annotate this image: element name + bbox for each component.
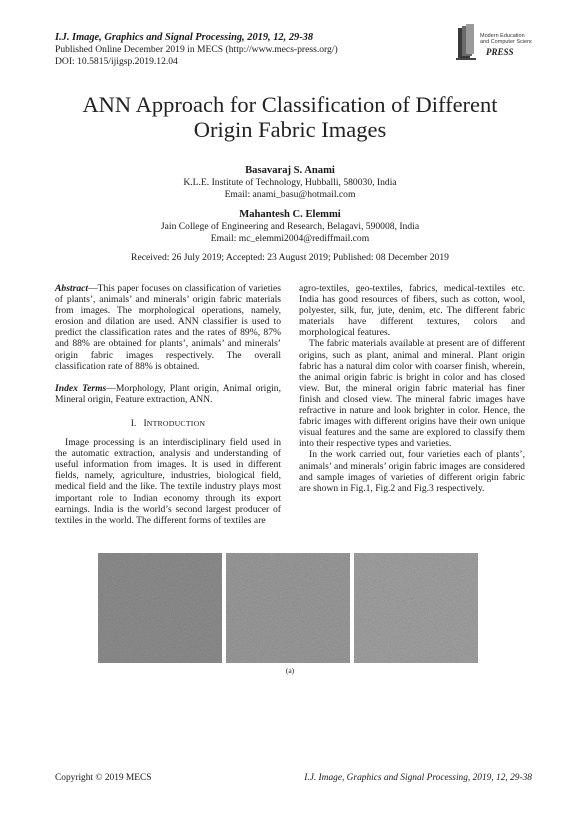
fabric-image-3 [354, 553, 478, 663]
section-heading [55, 418, 281, 429]
logo-line1: Modern Education [480, 33, 525, 39]
title-line-1: ANN Approach for Classification of Different [82, 92, 498, 117]
body-line: different origins, such as plant, animal and mineral. Plant [299, 338, 525, 361]
body-line: morphological features. [299, 327, 391, 339]
logo-line2: and Computer Science [480, 39, 532, 45]
abstract-line: namely, erosion and dilation are used. ANN classifier is [55, 305, 282, 328]
intro-line: medical field and the like. The textile industry plays most [55, 481, 281, 493]
fabric-figure [98, 553, 482, 665]
footer-copyright: Copyright © 2019 MECS [55, 773, 152, 783]
body-line: varieties. [416, 438, 452, 450]
body-line: respectively. [436, 482, 485, 494]
fabric-image-2 [226, 553, 350, 663]
author-name: Basavaraj S. Anami [245, 165, 335, 176]
intro-paragraph [55, 437, 281, 526]
intro-line: Image processing is an interdisciplinary field used in [65, 437, 281, 449]
body-line: In the work carried out, four varieties each of plants’, [309, 449, 525, 461]
body-line: has closed view. But, the mineral origin fabric material [299, 371, 525, 394]
body-line: The fabric materials available at present are of [309, 338, 490, 350]
author-email: Email: anami_basu@hotmail.com [224, 188, 356, 200]
index-terms-line: —Morphology, Plant origin, Animal origin, [106, 382, 281, 394]
body-line: considered and sample images of varieties of different [299, 460, 525, 483]
abstract-line: minerals’ origin fabric images respectively. The overall [55, 338, 281, 361]
author-affiliation: K.L.E. Institute of Technology, Hubballi, 580030, India [183, 177, 397, 188]
right-column [299, 283, 525, 494]
body-paragraph [299, 449, 525, 493]
intro-line: earnings. India is the world’s second largest producer of [55, 503, 281, 515]
index-terms [55, 383, 281, 405]
abstract-line: materials from images. The morphological operations, [55, 294, 281, 317]
intro-line: important role to Indian economy through its export [55, 492, 281, 504]
body-line: wherein, the animal origin fabric is bright in color and [299, 360, 525, 383]
body-line: explored to classify them into their respective types and [299, 427, 525, 450]
mecs-press-logo [452, 22, 532, 66]
fabric-image-1 [98, 553, 222, 663]
left-column [55, 283, 281, 526]
author-block-1 [40, 164, 540, 200]
body-line: images have refractive in nature and look brighter in [299, 393, 525, 417]
journal-citation: I.J. Image, Graphics and Signal Processing, 2019, 12, 29-38 [55, 32, 314, 43]
section-initial: I [143, 417, 147, 429]
book-icon [456, 24, 476, 60]
intro-line: the automatic extraction, analysis and understanding of [55, 448, 281, 460]
body-paragraph [299, 283, 525, 338]
abstract [55, 283, 281, 372]
intro-line: textiles in the world. The different forms of textiles are [55, 514, 266, 526]
title-line-2: Origin Fabric Images [193, 117, 387, 142]
body-line: animals’ and minerals’ origin fabric images are [299, 460, 481, 472]
intro-line: useful information from images. It is used in different [55, 459, 281, 471]
body-line: materials have different textures, colors and [299, 316, 525, 328]
index-terms-line: Mineral origin, Feature extraction, ANN. [55, 393, 213, 405]
paper-title [40, 92, 540, 142]
body-paragraph [299, 338, 525, 449]
author-email: Email: mc_elemmi2004@rediffmail.com [210, 232, 370, 244]
body-line: origin fabric are shown in Fig.1, Fig.2 and Fig.3 [299, 471, 525, 494]
body-line: have their own unique visual features and the same are [299, 416, 525, 439]
doi: DOI: 10.5815/ijigsp.2019.12.04 [55, 56, 178, 67]
body-line: India has good resources of fibers, such as cotton, wool, [299, 294, 525, 306]
body-line: agro-textiles, geo-textiles, fabrics, medical-textiles etc. [299, 283, 525, 294]
body-line: has finer finish and closed view. The mineral fabric [299, 382, 525, 405]
abstract-line: classification rate of 88% is obtained. [55, 360, 200, 372]
abstract-line: —This paper focuses on classification of [88, 283, 246, 294]
logo-press: PRESS [486, 47, 514, 57]
figure-caption: (a) [285, 666, 295, 675]
published-online: Published Online December 2019 in MECS (http://www.mecs-press.org/) [55, 44, 338, 55]
footer-journal: I.J. Image, Graphics and Signal Processing, 2019, 12, 29-38 [304, 773, 532, 783]
journal-header [55, 32, 338, 68]
body-line: color. Hence, the fabric images with different origins [299, 405, 526, 428]
section-number: I. [130, 417, 137, 429]
index-terms-label: Index Terms [55, 382, 107, 394]
author-affiliation: Jain College of Engineering and Research, Belagavi, 590008, India [160, 221, 420, 232]
author-block-2 [40, 208, 540, 244]
section-title-rest: NTRODUCTION [146, 418, 206, 428]
author-name: Mahantesh C. Elemmi [239, 209, 341, 220]
abstract-line: 89%, 87% and 88% are obtained for plants’, animals’ and [55, 327, 281, 350]
body-line: polyester, silk, fur, jute, denim, etc. The different fabric [299, 305, 525, 317]
received-dates: Received: 26 July 2019; Accepted: 23 August 2019; Published: 08 December 2019 [131, 252, 449, 263]
intro-line: fields, namely, agriculture, industries, biological field, [55, 470, 281, 482]
abstract-label: Abstract [55, 283, 89, 294]
body-line: origin fabric has a natural dim color with coarser finish, [299, 349, 525, 372]
abstract-line: varieties of plants’, animals’ and minerals’ origin fabric [55, 283, 282, 306]
abstract-line: used to predict the classification rates and the rates of [55, 316, 282, 339]
